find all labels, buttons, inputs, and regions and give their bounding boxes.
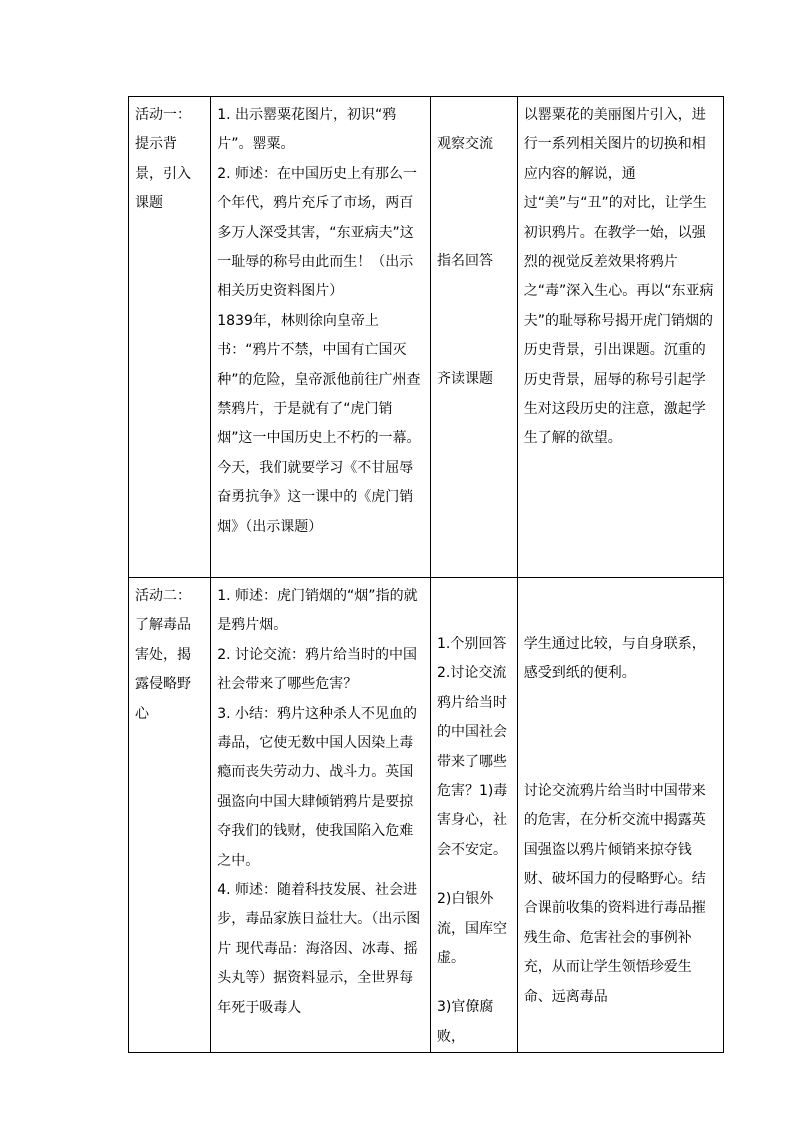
- teacher-step: 2. 师述：在中国历史上有那么一个年代，鸦片充斥了市场，两百多万人深受其害，“东亚病夫”这一耻辱的称号由此而生！（出示相关历史资料图片）: [217, 165, 418, 300]
- activity-cell: [129, 97, 211, 578]
- student-step: 指名回答: [436, 253, 493, 270]
- student-step: 2)白银外流，国库空虚。: [436, 891, 507, 967]
- teacher-activity-cell: [211, 97, 431, 578]
- teacher-step: 4. 师述：随着科技发展、社会进步，毒品家族日益壮大。（出示图片 现代毒品：海洛因、冰毒、摇头丸等）据资料显示，全世界每年死于吸毒人: [217, 882, 421, 1016]
- teacher-step: 1839年，林则徐向皇帝上书：“鸦片不禁，中国有亡国灭种”的危险，皇帝派他前往广州查禁鸦片，于是就有了“虎门销烟”这一中国历史上不朽的一幕。今天，我们就要学习《不甘屈辱 奋勇抗争》这一课中的《虎门销烟》（出示课题）: [217, 312, 421, 535]
- design-intent-cell: [517, 578, 723, 1053]
- student-activity-cell: [430, 578, 517, 1053]
- activity-title: 活动二：了解毒品害处，揭露侵略野心: [135, 588, 191, 722]
- design-intent-text: 以罂粟花的美丽图片引入，进行一系列相关图片的切换和相应内容的解说，通过“美”与“丑”的对比，让学生初识鸦片。在教学一始，以强烈的视觉反差效果将鸦片之“毒”深入生心。再以“东亚病夫”的耻辱称号揭开虎门销烟的历史背景，引出课题。沉重的历史背景，屈辱的称号引起学生对这段历史的注意，激起学生了解的欲望。: [523, 107, 714, 447]
- activity-cell: [129, 578, 211, 1053]
- teacher-step: 2. 讨论交流：鸦片给当时的中国社会带来了哪些危害？: [217, 646, 418, 693]
- student-step: 1.个别回答: [436, 636, 507, 652]
- student-step: 齐读课题: [436, 370, 493, 387]
- design-intent-cell: [517, 97, 723, 578]
- teacher-step: 3. 小结：鸦片这种杀人不见血的毒品，它使无数中国人因染上毒瘾而丧失劳动力、战斗力。英国强盗向中国大肆倾销鸦片是要掠夺我们的钱财，使我国陷入危难之中。: [217, 705, 418, 869]
- teacher-activity-cell: [211, 578, 431, 1053]
- teacher-step: 1. 师述：虎门销烟的“烟”指的就是鸦片烟。: [217, 588, 418, 634]
- student-activity-cell: [430, 97, 517, 578]
- table-row: [129, 97, 724, 578]
- teacher-step: 1. 出示罂粟花图片，初识“鸦片”。罂粟。: [217, 107, 397, 153]
- student-step: 3)官僚腐败，: [436, 999, 494, 1045]
- student-step: 观察交流: [436, 136, 493, 152]
- design-intent-text: 学生通过比较，与自身联系，感受到纸的便利。: [523, 636, 706, 682]
- activity-title: 活动一：提示背景，引入课题: [135, 107, 191, 212]
- table-row: [129, 578, 724, 1053]
- student-step: 2.讨论交流鸦片给当时的中国社会带来了哪些危害？1)毒害身心，社会不安定。: [436, 665, 508, 858]
- design-intent-text: 讨论交流鸦片给当时中国带来的危害，在分析交流中揭露英国强盗以鸦片倾销来掠夺钱财、破坏国力的侵略野心。结合课前收集的资料进行毒品摧残生命、危害社会的事例补充，从而让学生领悟珍爱生命、远离毒品: [523, 782, 706, 1005]
- lesson-plan-table: [128, 96, 724, 1053]
